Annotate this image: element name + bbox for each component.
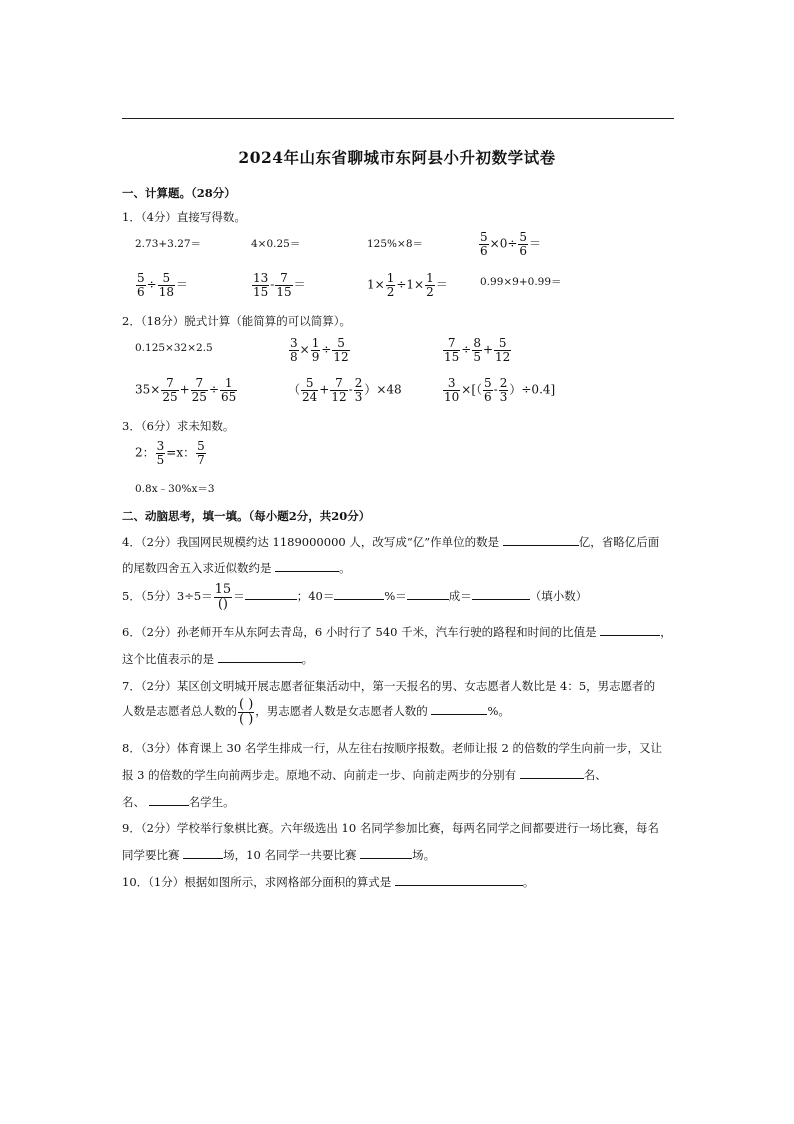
q1-item-d: $\frac{5}{6}$ ×0÷ $\frac{5}{6}$ ＝ <box>480 230 542 258</box>
q5-line: 5．（5分）3÷5＝ $\frac{15}{()}$ ＝ ；40＝ %＝ 成＝ （填小数） <box>122 582 588 612</box>
fraction: $\frac{5}{18}$ <box>158 271 174 299</box>
header-rule <box>122 118 674 119</box>
section2-heading: 二、动脑思考，填一填。（每小题2分，共20分） <box>122 509 371 523</box>
answer-blank[interactable] <box>275 560 339 572</box>
q2-item-a: 0.125×32×2.5 <box>135 342 213 354</box>
fraction: $\frac{7}{15}$ <box>444 336 460 364</box>
answer-blank[interactable] <box>600 624 660 636</box>
q1-item-b: 4×0.25＝ <box>251 238 301 250</box>
fraction: $\frac{1}{65}$ <box>221 376 237 404</box>
fraction: $\frac{7}{25}$ <box>162 376 178 404</box>
answer-blank[interactable] <box>149 794 189 806</box>
fraction: $\frac{2}{3}$ <box>499 376 508 404</box>
q1-item-e: $\frac{5}{6}$ ÷ $\frac{5}{18}$ ＝ <box>137 271 188 299</box>
fraction: $\frac{1}{9}$ <box>311 336 320 364</box>
answer-blank[interactable] <box>407 588 449 600</box>
answer-blank[interactable] <box>431 703 487 715</box>
fraction: $\frac{7}{25}$ <box>191 376 207 404</box>
fraction: $\frac{7}{15}$ <box>276 271 292 299</box>
q2-item-f: $\frac{3}{10}$ ×[（ $\frac{5}{6}$ - $\frac{2}{3}$ ）÷0.4] <box>444 376 556 404</box>
q8-line1: 8．（3分）体育课上 30 名学生排成一行，从左往右按顺序报数。老师让报 2 的倍数的学生向前一步，又让 <box>122 741 662 755</box>
q8-line2: 报 3 的倍数的学生向前两步走。原地不动、向前走一步、向前走两步的分别有 名、 <box>122 768 607 782</box>
q3-prompt: 3．（6分）求未知数。 <box>122 419 235 433</box>
q1-item-g: 1× $\frac{1}{2}$ ÷1× $\frac{1}{2}$ ＝ <box>367 271 448 299</box>
fraction: $\frac{5}{12}$ <box>333 336 349 364</box>
q4-line1: 4．（2分）我国网民规模约达 1189000000 人，改写成“亿”作单位的数是 亿，省略亿后面 <box>122 535 660 549</box>
fraction: $\frac{1}{2}$ <box>386 271 395 299</box>
fraction: $\frac{5}{24}$ <box>302 376 318 404</box>
answer-blank[interactable] <box>334 588 384 600</box>
q9-line2: 同学要比赛 场，10 名同学一共要比赛 场。 <box>122 848 436 862</box>
fraction: $\frac{7}{12}$ <box>331 376 347 404</box>
q2-item-c: $\frac{7}{15}$ ÷ $\frac{8}{5}$ + $\frac{5}{12}$ <box>444 336 511 364</box>
fraction: $\frac{5}{6}$ <box>484 376 492 404</box>
q8-line3: 名、 名学生。 <box>122 795 235 809</box>
q2-item-e: （ $\frac{5}{24}$ + $\frac{7}{12}$ - $\frac{2}{3}$ ）×48 <box>288 376 402 404</box>
q1-item-h: 0.99×9+0.99＝ <box>480 276 562 288</box>
fraction: $\frac{5}{7}$ <box>197 439 205 467</box>
q3-item-b: 0.8x﹣30%x＝3 <box>135 483 215 495</box>
fraction: $\frac{5}{6}$ <box>519 230 528 258</box>
q3-item-a: 2： $\frac{3}{5}$ =x： $\frac{5}{7}$ <box>135 439 205 467</box>
q2-item-d: 35× $\frac{7}{25}$ + $\frac{7}{25}$ ÷ $\frac{1}{65}$ <box>135 376 237 404</box>
section1-heading: 一、计算题。（28分） <box>122 186 236 200</box>
fraction: $\frac{2}{3}$ <box>354 376 363 404</box>
answer-blank[interactable] <box>503 534 579 546</box>
answer-blank[interactable] <box>218 651 302 663</box>
q2-prompt: 2．（18分）脱式计算（能简算的可以简算）。 <box>122 314 351 328</box>
answer-blank[interactable] <box>520 767 584 779</box>
fraction: $\frac{8}{5}$ <box>473 336 481 364</box>
q9-line1: 9．（2分）学校举行象棋比赛。六年级选出 10 名同学参加比赛，每两名同学之间都要进行一场比赛，每名 <box>122 821 659 835</box>
page-title: 2024年山东省聊城市东阿县小升初数学试卷 <box>238 148 556 167</box>
fraction: $\frac{5}{6}$ <box>480 230 488 258</box>
q1-item-c: 125%×8＝ <box>367 238 423 250</box>
fraction: $\frac{3}{10}$ <box>444 376 460 404</box>
fraction: $\frac{3}{5}$ <box>156 439 165 467</box>
fraction: $\frac{( )}{( )}$ <box>239 697 254 727</box>
fraction: $\frac{1}{2}$ <box>426 271 434 299</box>
answer-blank[interactable] <box>472 588 530 600</box>
fraction: $\frac{5}{6}$ <box>137 271 145 299</box>
fraction: $\frac{5}{12}$ <box>495 336 511 364</box>
answer-blank[interactable] <box>183 847 223 859</box>
q1-prompt: 1．（4分）直接写得数。 <box>122 210 246 224</box>
q1-item-f: $\frac{13}{15}$ - $\frac{7}{15}$ ＝ <box>253 271 306 299</box>
q7-line2: 人数是志愿者总人数的 $\frac{( )}{( )}$ ，男志愿者人数是女志愿者人数的 %。 <box>122 697 510 727</box>
fraction: $\frac{13}{15}$ <box>253 271 269 299</box>
answer-blank[interactable] <box>245 588 297 600</box>
fraction: $\frac{15}{()}$ <box>214 582 232 612</box>
q6-line2: 这个比值表示的是 。 <box>122 652 314 666</box>
q6-line1: 6．（2分）孙老师开车从东阿去青岛，6 小时行了 540 千米，汽车行驶的路程和时间的比值是 ， <box>122 625 672 639</box>
q2-item-b: $\frac{3}{8}$ × $\frac{1}{9}$ ÷ $\frac{5}{12}$ <box>290 336 349 364</box>
answer-blank[interactable] <box>395 874 523 886</box>
q10-line: 10．（1分）根据如图所示，求网格部分面积的算式是 。 <box>122 875 535 889</box>
q4-line2: 的尾数四舍五入求近似数约是 。 <box>122 561 351 575</box>
answer-blank[interactable] <box>360 847 412 859</box>
fraction: $\frac{3}{8}$ <box>290 336 298 364</box>
q1-item-a: 2.73+3.27＝ <box>135 238 202 250</box>
q7-line1: 7．（2分）某区创文明城开展志愿者征集活动中，第一天报名的男、女志愿者人数比是 4：5，男志愿者的 <box>122 679 656 693</box>
